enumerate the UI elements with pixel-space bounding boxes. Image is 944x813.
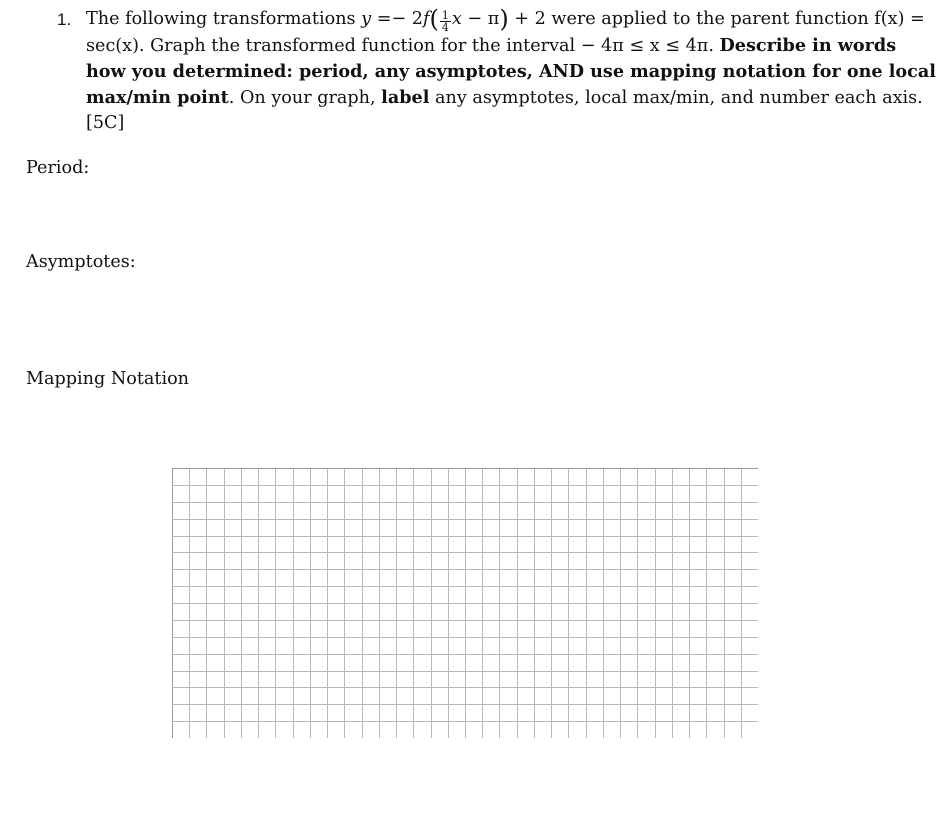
fraction <box>440 10 451 33</box>
graph-grid[interactable] <box>172 468 758 738</box>
eq-minus-pi: − π <box>461 9 500 29</box>
eq-tail: + 2 <box>508 9 546 29</box>
fraction-denominator: 4 <box>441 21 449 34</box>
eq-f: f <box>422 9 430 29</box>
eq-equals: =− <box>376 9 407 29</box>
mapping-notation-label: Mapping Notation <box>26 369 190 389</box>
after-bold: . On your graph, <box>228 88 382 108</box>
open-paren: ( <box>429 5 439 33</box>
period-label: Period: <box>26 158 90 178</box>
bold-instruction: Describe in words how you determined: period, any asymptotes, AND use mapping notation for one local max/min point <box>86 35 936 108</box>
asymptotes-label: Asymptotes: <box>26 252 136 272</box>
eq-coefficient: 2 <box>411 9 423 29</box>
bold-label: label <box>381 87 430 108</box>
grid-svg <box>172 468 758 738</box>
question-mid: were applied to the parent function f(x) = sec(x). Graph the transformed function for the interval − 4π ≤ x ≤ 4π. <box>86 9 925 56</box>
question-number: 1. <box>57 10 72 29</box>
question-text <box>86 7 937 136</box>
equation <box>361 5 546 34</box>
fraction-numerator: 1 <box>441 9 449 22</box>
question-intro: The following transformations <box>86 9 362 29</box>
question-ending: any asymptotes, local max/min, and number each axis.[5C] <box>86 88 923 133</box>
question-block <box>57 7 937 136</box>
eq-y: y <box>361 9 372 29</box>
close-paren: ) <box>499 5 509 33</box>
eq-x: x <box>451 9 462 29</box>
